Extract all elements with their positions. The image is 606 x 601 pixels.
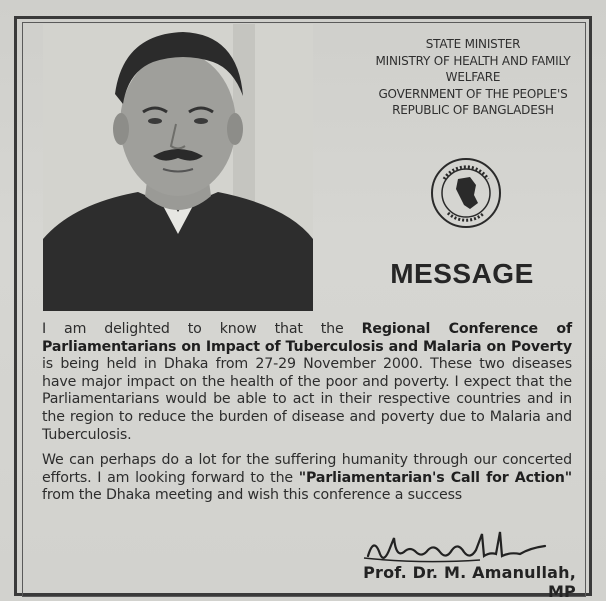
- call-for-action: "Parliamentarian's Call for Action": [298, 469, 572, 486]
- paragraph-text: I am delighted to know that the: [42, 321, 362, 337]
- message-title: MESSAGE: [390, 258, 534, 289]
- header-line: STATE MINISTER: [425, 37, 521, 51]
- minister-portrait: [43, 24, 313, 311]
- paragraph-2: [42, 452, 572, 505]
- signatory-name: Prof. Dr. M. Amanullah, MP: [363, 563, 576, 601]
- conference-name: Regional Conference of Parliamentarians on Impact of Tuberculosis and Malaria on Poverty: [42, 321, 572, 355]
- paragraph-1: [42, 321, 572, 444]
- ministry-header: [358, 36, 588, 119]
- handwritten-signature: [360, 528, 560, 568]
- paragraph-text: We can perhaps do a lot for the suffering humanity through our concerted efforts. I am looking forward to the: [42, 452, 572, 486]
- header-line: MINISTRY OF HEALTH AND FAMILY: [375, 53, 571, 68]
- header-line: WELFARE: [445, 70, 501, 84]
- paragraph-text: is being held in Dhaka from 27-29 November 2000. These two diseases have major impact on the health of the poor and poverty. I expect that the Parliamentarians would be able to act in their respective countries and in the region to reduce the burden of disease and poverty due to Malaria and Tuberculosis.: [42, 356, 572, 443]
- message-body: [42, 321, 572, 513]
- header-line: GOVERNMENT OF THE PEOPLE'S: [378, 86, 568, 101]
- government-seal-icon: [430, 157, 502, 229]
- paragraph-text: from the Dhaka meeting and wish this conference a success: [42, 487, 463, 504]
- header-line: REPUBLIC OF BANGLADESH: [392, 103, 554, 117]
